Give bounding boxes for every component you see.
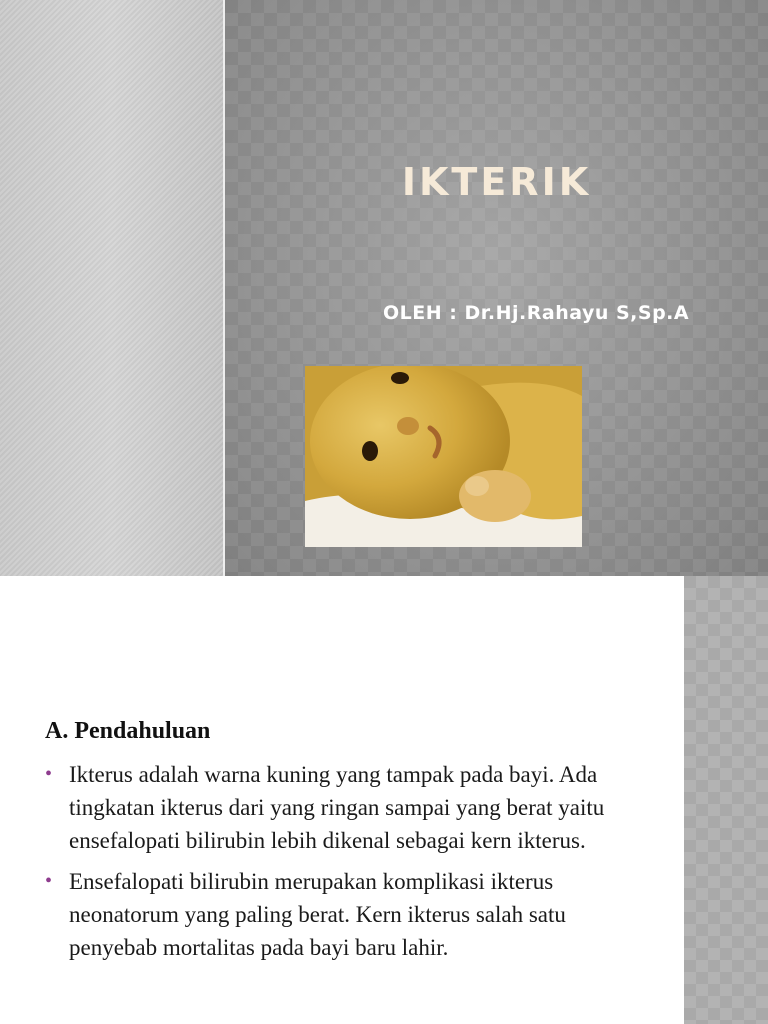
slide-side-strip xyxy=(684,576,768,1024)
list-item-text: Ensefalopati bilirubin merupakan komplikasi ikterus neonatorum yang paling berat. Kern ikterus salah satu penyebab mortalitas pada bayi baru lahir. xyxy=(69,869,566,960)
slide-left-panel xyxy=(0,0,223,576)
slide-author: OLEH : Dr.Hj.Rahayu S,Sp.A xyxy=(383,302,690,324)
bullet-icon: • xyxy=(45,870,53,892)
list-item-text: Ikterus adalah warna kuning yang tampak pada bayi. Ada tingkatan ikterus dari yang ringan sampai yang berat yaitu ensefalopati bilirubin lebih dikenal sebagai kern ikterus. xyxy=(69,762,605,853)
bullet-icon: • xyxy=(45,763,53,785)
slide-title: IKTERIK xyxy=(401,160,592,204)
content-slide xyxy=(0,576,768,1024)
bullet-list xyxy=(45,758,650,972)
list-item xyxy=(45,758,650,857)
infant-photo xyxy=(305,366,582,547)
infant-photo-icon xyxy=(305,366,582,547)
list-item xyxy=(45,865,650,964)
section-heading: A. Pendahuluan xyxy=(45,718,211,744)
